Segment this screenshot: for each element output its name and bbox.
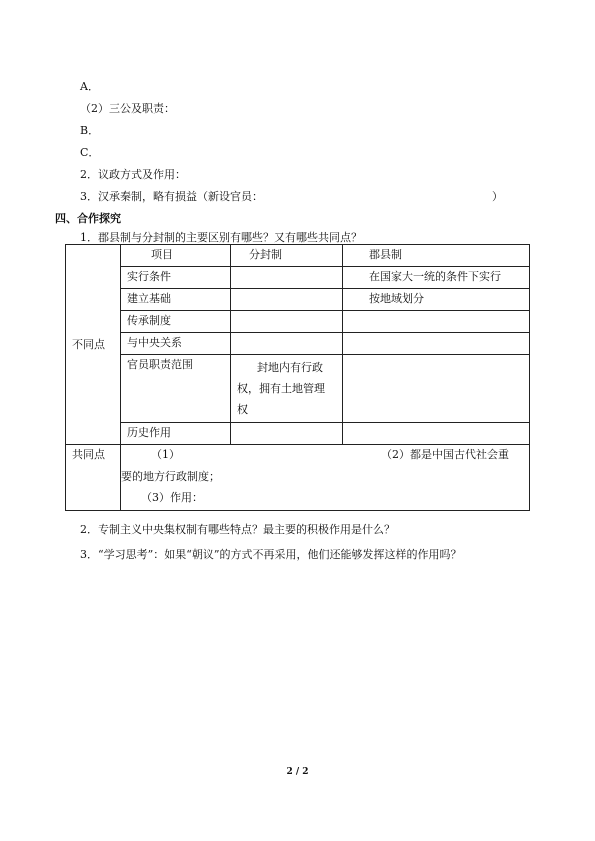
hancheng-close: ） — [492, 190, 503, 203]
common-point-3: （3）作用： — [141, 491, 203, 504]
fenfeng-cell — [231, 423, 343, 445]
question-1: 1．郡县制与分封制的主要区别有哪些？又有哪些共同点？ — [80, 231, 362, 244]
hancheng-line: 3．汉承秦制，略有损益（新设官员： — [80, 190, 263, 203]
junxian-cell — [343, 355, 530, 423]
diff-label-cell — [66, 245, 121, 445]
common-label: 共同点 — [72, 448, 105, 461]
diff-label: 不同点 — [72, 337, 105, 351]
comparison-table — [65, 244, 529, 510]
yizheng-line: 2．议政方式及作用： — [80, 168, 186, 181]
question-3: 3．“学习思考”：如果“朝议”的方式不再采用，他们还能够发挥这样的作用吗？ — [80, 548, 462, 561]
junxian-cell — [343, 311, 530, 333]
fenfeng-cell — [231, 289, 343, 311]
table-row: 官员职责范围 封地内有行政 权，拥有土地管理 权 — [66, 355, 530, 423]
table-row: 建立基础 按地域划分 — [66, 289, 530, 311]
common-point-2: （2）都是中国古代社会重 — [381, 448, 509, 461]
header-fenfeng: 分封制 — [231, 245, 343, 267]
junxian-cell: 按地域划分 — [343, 289, 530, 311]
table-row: 实行条件 在国家大一统的条件下实行 — [66, 267, 530, 289]
question-2: 2．专制主义中央集权制有哪些特点？最主要的积极作用是什么？ — [80, 523, 395, 536]
junxian-cell — [343, 423, 530, 445]
fenfeng-cell: 封地内有行政 权，拥有土地管理 权 — [231, 355, 343, 423]
fenfeng-cell — [231, 267, 343, 289]
fenfeng-cell — [231, 333, 343, 355]
page-number: 2 / 2 — [286, 767, 309, 777]
common-content-cell — [121, 445, 530, 511]
header-item: 项目 — [121, 245, 231, 267]
table-row: 历史作用 — [66, 423, 530, 445]
header-junxian: 郡县制 — [343, 245, 530, 267]
common-point-1: （1） — [151, 448, 180, 461]
fenfeng-cell — [231, 311, 343, 333]
table-row: 传承制度 — [66, 311, 530, 333]
junxian-cell: 在国家大一统的条件下实行 — [343, 267, 530, 289]
sangong-line: （2）三公及职责： — [80, 102, 175, 115]
section-heading: 四、合作探究 — [55, 212, 121, 225]
option-c: C． — [80, 146, 100, 159]
option-a: A． — [80, 80, 99, 93]
table-row: 与中央关系 — [66, 333, 530, 355]
common-label-cell — [66, 445, 121, 511]
junxian-cell — [343, 333, 530, 355]
option-b: B． — [80, 124, 100, 137]
common-point-2-cont: 要的地方行政制度； — [121, 470, 220, 483]
